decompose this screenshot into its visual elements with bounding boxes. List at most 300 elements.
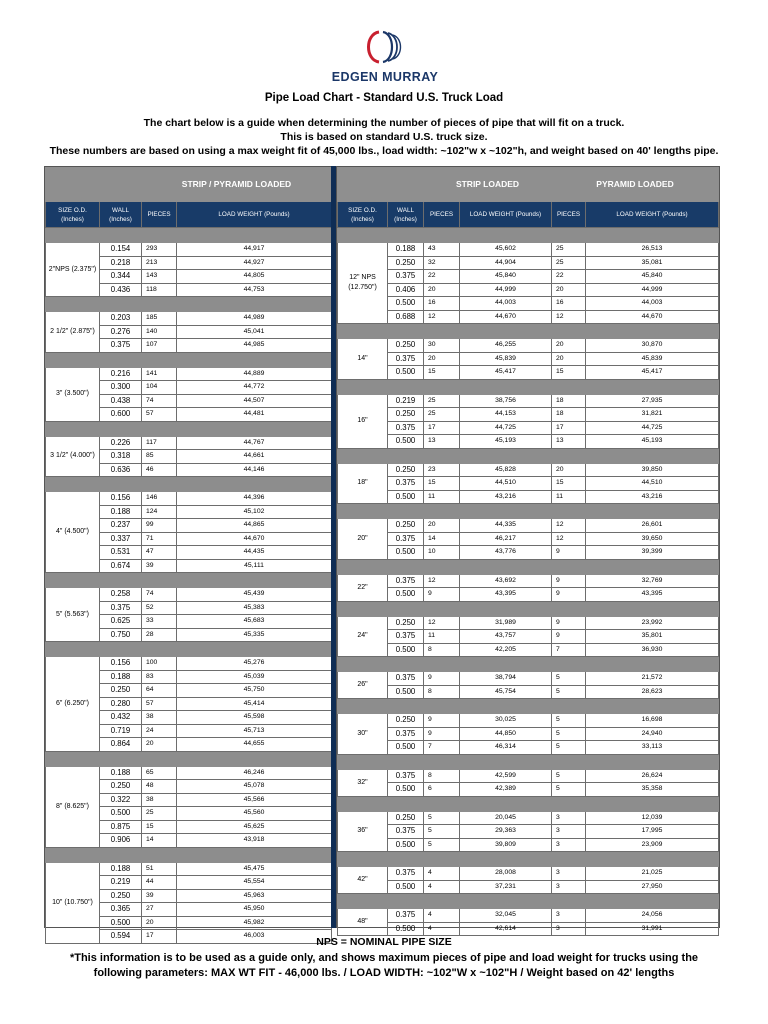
strip-load-weight-cell: 38,794 (460, 672, 552, 686)
strip-load-weight-cell: 44,335 (460, 519, 552, 533)
wall-cell: 0.864 (100, 738, 142, 752)
group-separator (46, 421, 332, 436)
pieces-cell: 185 (142, 312, 177, 326)
wall-cell: 0.375 (100, 339, 142, 353)
pieces-cell: 47 (142, 546, 177, 560)
group-separator (338, 754, 719, 769)
pyramid-pieces-cell: 9 (552, 588, 586, 602)
strip-pieces-cell: 4 (424, 922, 460, 936)
strip-pieces-cell: 12 (424, 310, 460, 324)
pieces-cell: 74 (142, 394, 177, 408)
wall-cell: 0.750 (100, 628, 142, 642)
group-separator (46, 573, 332, 588)
pyramid-load-weight-cell: 43,216 (586, 490, 719, 504)
pieces-cell: 65 (142, 766, 177, 780)
table-row (338, 490, 719, 504)
wall-cell: 0.375 (388, 867, 424, 881)
table-row (46, 588, 332, 602)
pyramid-pieces-cell: 16 (552, 297, 586, 311)
strip-pieces-cell: 20 (424, 283, 460, 297)
load-weight-cell: 45,566 (177, 793, 332, 807)
pyramid-pieces-cell: 9 (552, 574, 586, 588)
strip-load-weight-cell: 44,850 (460, 727, 552, 741)
table-row (338, 588, 719, 602)
strip-pieces-header: PIECES (424, 202, 460, 228)
wall-cell: 0.636 (100, 463, 142, 477)
pyramid-pieces-cell: 7 (552, 643, 586, 657)
wall-cell: 0.500 (388, 643, 424, 657)
wall-cell: 0.154 (100, 243, 142, 257)
strip-pieces-cell: 8 (424, 769, 460, 783)
right-load-table (336, 166, 720, 933)
wall-cell: 0.500 (388, 783, 424, 797)
table-row (338, 339, 719, 353)
pyramid-pieces-cell: 11 (552, 490, 586, 504)
load-weight-cell: 44,772 (177, 381, 332, 395)
left-load-table (44, 166, 333, 940)
load-weight-cell: 44,655 (177, 738, 332, 752)
wall-cell: 0.258 (100, 588, 142, 602)
pyramid-load-weight-cell: 45,840 (586, 270, 719, 284)
pipe-size-cell: 8" (8.625") (46, 766, 100, 847)
pyramid-pieces-cell: 5 (552, 714, 586, 728)
group-separator (46, 751, 332, 766)
load-weight-cell: 44,435 (177, 546, 332, 560)
pyramid-pieces-cell: 9 (552, 630, 586, 644)
pyramid-pieces-cell: 3 (552, 880, 586, 894)
strip-pieces-cell: 23 (424, 463, 460, 477)
wall-cell: 0.688 (388, 310, 424, 324)
wall-cell: 0.250 (388, 714, 424, 728)
wall-cell: 0.500 (388, 880, 424, 894)
wall-cell: 0.375 (388, 532, 424, 546)
pieces-cell: 293 (142, 243, 177, 257)
table-row (338, 909, 719, 923)
strip-load-weight-cell: 43,692 (460, 574, 552, 588)
strip-load-weight-cell: 45,839 (460, 352, 552, 366)
pieces-cell: 57 (142, 697, 177, 711)
strip-load-weight-cell: 30,025 (460, 714, 552, 728)
pieces-cell: 33 (142, 615, 177, 629)
load-weight-cell: 46,003 (177, 930, 332, 944)
wall-cell: 0.250 (100, 780, 142, 794)
table-row (338, 297, 719, 311)
load-weight-cell: 44,985 (177, 339, 332, 353)
wall-cell: 0.375 (388, 672, 424, 686)
pyramid-load-weight-cell: 17,995 (586, 825, 719, 839)
strip-pieces-cell: 14 (424, 532, 460, 546)
table-row (338, 630, 719, 644)
pipe-size-cell: 26" (338, 672, 388, 699)
wall-cell: 0.375 (388, 574, 424, 588)
strip-load-weight-cell: 31,989 (460, 616, 552, 630)
pyramid-load-weight-cell: 23,992 (586, 616, 719, 630)
pyramid-pieces-cell: 5 (552, 769, 586, 783)
wall-cell: 0.375 (388, 477, 424, 491)
wall-cell: 0.156 (100, 492, 142, 506)
table-row (338, 270, 719, 284)
pyramid-pieces-cell: 20 (552, 283, 586, 297)
table-row (338, 838, 719, 852)
pipe-size-cell: 3" (3.500") (46, 367, 100, 421)
logo-arcs-icon (359, 28, 411, 66)
wall-cell: 0.188 (388, 243, 424, 257)
pieces-cell: 85 (142, 450, 177, 464)
wall-cell: 0.218 (100, 256, 142, 270)
pieces-cell: 100 (142, 657, 177, 671)
load-weight-cell: 45,041 (177, 325, 332, 339)
wall-cell: 0.438 (100, 394, 142, 408)
strip-pieces-cell: 17 (424, 421, 460, 435)
table-row (338, 811, 719, 825)
load-weight-cell: 45,713 (177, 724, 332, 738)
strip-load-weight-cell: 42,614 (460, 922, 552, 936)
pieces-cell: 14 (142, 834, 177, 848)
pieces-cell: 213 (142, 256, 177, 270)
strip-pieces-cell: 9 (424, 588, 460, 602)
pyramid-pieces-cell: 12 (552, 310, 586, 324)
pipe-size-cell: 42" (338, 867, 388, 894)
load-weight-cell: 45,039 (177, 670, 332, 684)
strip-load-weight-cell: 45,602 (460, 243, 552, 257)
strip-pieces-cell: 25 (424, 408, 460, 422)
load-weight-cell: 44,865 (177, 519, 332, 533)
strip-pieces-cell: 9 (424, 672, 460, 686)
table-row (46, 766, 332, 780)
wall-cell: 0.250 (388, 256, 424, 270)
table-row (338, 741, 719, 755)
wall-cell: 0.531 (100, 546, 142, 560)
load-weight-cell: 45,383 (177, 601, 332, 615)
wall-cell: 0.375 (388, 352, 424, 366)
load-weight-cell: 46,246 (177, 766, 332, 780)
pieces-cell: 146 (142, 492, 177, 506)
strip-pieces-cell: 6 (424, 783, 460, 797)
strip-load-weight-cell: 44,725 (460, 421, 552, 435)
wall-cell: 0.250 (388, 463, 424, 477)
wall-cell: 0.365 (100, 903, 142, 917)
wall-cell: 0.375 (388, 421, 424, 435)
load-weight-cell: 44,146 (177, 463, 332, 477)
wall-cell: 0.500 (388, 741, 424, 755)
pipe-size-cell: 4" (4.500") (46, 492, 100, 573)
pieces-cell: 15 (142, 820, 177, 834)
group-separator (46, 847, 332, 862)
wall-cell: 0.500 (388, 297, 424, 311)
footer-note-line-2: following parameters: MAX WT FIT - 46,000 lbs. / LOAD WIDTH: ~102"W x ~102"H / Weight based on 42' lengths (93, 967, 675, 979)
pyramid-load-weight-cell: 16,698 (586, 714, 719, 728)
wall-cell: 0.375 (388, 909, 424, 923)
wall-cell: 0.432 (100, 711, 142, 725)
pyramid-pieces-cell: 3 (552, 838, 586, 852)
strip-loaded-header: STRIP LOADED (424, 168, 552, 202)
pipe-size-cell: 48" (338, 909, 388, 936)
pieces-cell: 20 (142, 916, 177, 930)
pieces-cell: 57 (142, 408, 177, 422)
pipe-size-cell: 14" (338, 339, 388, 380)
group-separator (338, 894, 719, 909)
table-row (338, 421, 719, 435)
strip-load-weight-cell: 46,255 (460, 339, 552, 353)
load-weight-cell: 44,661 (177, 450, 332, 464)
strip-load-weight-cell: 44,999 (460, 283, 552, 297)
strip-load-weight-cell: 32,045 (460, 909, 552, 923)
pyramid-pieces-cell: 20 (552, 352, 586, 366)
strip-load-weight-cell: 45,754 (460, 685, 552, 699)
strip-pieces-cell: 16 (424, 297, 460, 311)
pieces-cell: 25 (142, 807, 177, 821)
pyramid-load-weight-cell: 12,039 (586, 811, 719, 825)
wall-cell: 0.237 (100, 519, 142, 533)
pipe-size-cell: 2"NPS (2.375") (46, 243, 100, 297)
pyramid-pieces-cell: 15 (552, 366, 586, 380)
wall-cell: 0.906 (100, 834, 142, 848)
table-row (338, 783, 719, 797)
pyramid-load-weight-cell: 21,572 (586, 672, 719, 686)
wall-cell: 0.719 (100, 724, 142, 738)
strip-load-weight-cell: 46,314 (460, 741, 552, 755)
group-separator (338, 324, 719, 339)
strip-load-weight-cell: 28,008 (460, 867, 552, 881)
strip-load-weight-cell: 44,904 (460, 256, 552, 270)
table-row (338, 532, 719, 546)
pyramid-pieces-cell: 12 (552, 519, 586, 533)
nps-definition: NPS = NOMINAL PIPE SIZE (316, 936, 452, 948)
table-row (338, 243, 719, 257)
load-weight-cell: 45,111 (177, 559, 332, 573)
strip-load-weight-cell: 43,757 (460, 630, 552, 644)
pyramid-load-weight-cell: 26,601 (586, 519, 719, 533)
pyramid-pieces-cell: 3 (552, 922, 586, 936)
strip-pieces-cell: 32 (424, 256, 460, 270)
pipe-size-cell: 5" (5.563") (46, 588, 100, 642)
table-row (338, 867, 719, 881)
table-row (338, 685, 719, 699)
pyramid-pieces-header: PIECES (552, 202, 586, 228)
load-weight-cell: 44,917 (177, 243, 332, 257)
load-weight-cell: 45,335 (177, 628, 332, 642)
footer-note-line-1: *This information is to be used as a guide only, and shows maximum pieces of pipe and load weight for trucks using the (69, 952, 699, 964)
pyramid-pieces-cell: 3 (552, 811, 586, 825)
load-weight-cell: 45,560 (177, 807, 332, 821)
intro-line-2: This is based on standard U.S. truck size. (280, 131, 488, 143)
wall-cell: 0.188 (100, 670, 142, 684)
strip-pieces-cell: 10 (424, 546, 460, 560)
strip-load-weight-cell: 38,756 (460, 394, 552, 408)
pipe-size-cell: 2 1/2" (2.875") (46, 312, 100, 353)
strip-pieces-cell: 5 (424, 811, 460, 825)
pyramid-load-weight-cell: 44,510 (586, 477, 719, 491)
strip-pieces-cell: 9 (424, 714, 460, 728)
wall-cell: 0.375 (388, 769, 424, 783)
pyramid-pieces-cell: 5 (552, 685, 586, 699)
table-row (338, 880, 719, 894)
pieces-cell: 74 (142, 588, 177, 602)
group-separator (46, 477, 332, 492)
group-separator (338, 796, 719, 811)
strip-pieces-cell: 15 (424, 477, 460, 491)
load-weight-cell: 45,554 (177, 876, 332, 890)
pipe-size-cell: 10" (10.750") (46, 862, 100, 943)
table-row (338, 922, 719, 936)
pyramid-pieces-cell: 9 (552, 616, 586, 630)
pyramid-load-weight-cell: 35,801 (586, 630, 719, 644)
strip-pieces-cell: 11 (424, 630, 460, 644)
strip-load-weight-cell: 45,193 (460, 435, 552, 449)
pieces-cell: 20 (142, 738, 177, 752)
wall-cell: 0.226 (100, 436, 142, 450)
intro-line-1: The chart below is a guide when determining the number of pieces of pipe that will fit on a truck. (143, 117, 625, 129)
wall-cell: 0.500 (388, 838, 424, 852)
size-header: SIZE O.D. (Inches) (46, 202, 100, 228)
footer-note (0, 951, 768, 981)
strip-load-weight-cell: 44,670 (460, 310, 552, 324)
pyramid-pieces-cell: 18 (552, 408, 586, 422)
strip-pieces-cell: 4 (424, 880, 460, 894)
strip-load-weight-cell: 42,205 (460, 643, 552, 657)
pieces-cell: 24 (142, 724, 177, 738)
pyramid-pieces-cell: 5 (552, 727, 586, 741)
wall-cell: 0.276 (100, 325, 142, 339)
table-row (338, 477, 719, 491)
pyramid-load-weight-cell: 26,513 (586, 243, 719, 257)
pipe-size-cell: 18" (338, 463, 388, 504)
pipe-size-cell: 22" (338, 574, 388, 601)
strip-load-weight-cell: 44,003 (460, 297, 552, 311)
load-weight-cell: 44,927 (177, 256, 332, 270)
strip-load-weight-cell: 44,510 (460, 477, 552, 491)
pieces-cell: 140 (142, 325, 177, 339)
group-separator (338, 379, 719, 394)
wall-cell: 0.156 (100, 657, 142, 671)
pipe-size-cell: 36" (338, 811, 388, 852)
group-separator (338, 504, 719, 519)
pyramid-load-weight-cell: 33,113 (586, 741, 719, 755)
load-weight-cell: 44,481 (177, 408, 332, 422)
wall-cell: 0.875 (100, 820, 142, 834)
wall-cell: 0.406 (388, 283, 424, 297)
pieces-cell: 39 (142, 559, 177, 573)
wall-cell: 0.250 (100, 889, 142, 903)
pieces-cell: 44 (142, 876, 177, 890)
wall-cell: 0.375 (388, 630, 424, 644)
pieces-cell: 104 (142, 381, 177, 395)
strip-load-weight-cell: 43,395 (460, 588, 552, 602)
strip-load-weight-cell: 29,363 (460, 825, 552, 839)
wall-cell: 0.322 (100, 793, 142, 807)
wall-cell: 0.250 (388, 408, 424, 422)
load-weight-cell: 45,102 (177, 505, 332, 519)
pieces-cell: 64 (142, 684, 177, 698)
pieces-cell: 124 (142, 505, 177, 519)
wall-cell: 0.674 (100, 559, 142, 573)
footer (0, 936, 768, 981)
wall-cell: 0.250 (388, 339, 424, 353)
right-header-spacer (338, 168, 424, 202)
wall-cell: 0.375 (100, 601, 142, 615)
load-weight-cell: 45,439 (177, 588, 332, 602)
pieces-cell: 118 (142, 283, 177, 297)
wall-cell: 0.500 (388, 685, 424, 699)
pieces-cell: 46 (142, 463, 177, 477)
load-weight-cell: 45,078 (177, 780, 332, 794)
table-row (46, 367, 332, 381)
table-row (338, 727, 719, 741)
table-row (338, 366, 719, 380)
table-row (338, 546, 719, 560)
table-row (338, 408, 719, 422)
load-weight-cell: 45,683 (177, 615, 332, 629)
group-separator (338, 657, 719, 672)
group-separator (338, 699, 719, 714)
strip-pieces-cell: 12 (424, 574, 460, 588)
wall-cell: 0.500 (388, 366, 424, 380)
size-header: SIZE O.D. (Inches) (338, 202, 388, 228)
strip-pieces-cell: 5 (424, 838, 460, 852)
pyramid-load-weight-cell: 26,624 (586, 769, 719, 783)
left-header-spacer (46, 168, 142, 202)
pyramid-pieces-cell: 5 (552, 741, 586, 755)
group-separator (338, 228, 719, 243)
pyramid-pieces-cell: 18 (552, 394, 586, 408)
strip-pieces-cell: 22 (424, 270, 460, 284)
strip-pieces-cell: 20 (424, 519, 460, 533)
strip-pieces-cell: 12 (424, 616, 460, 630)
pieces-cell: 17 (142, 930, 177, 944)
pyramid-load-weight-cell: 45,839 (586, 352, 719, 366)
group-separator (338, 559, 719, 574)
pyramid-load-weight-cell: 36,930 (586, 643, 719, 657)
strip-load-weight-cell: 42,389 (460, 783, 552, 797)
strip-load-weight-header: LOAD WEIGHT (Pounds) (460, 202, 552, 228)
wall-cell: 0.203 (100, 312, 142, 326)
pyramid-load-weight-cell: 45,193 (586, 435, 719, 449)
pyramid-pieces-cell: 3 (552, 867, 586, 881)
wall-cell: 0.500 (388, 588, 424, 602)
wall-cell: 0.344 (100, 270, 142, 284)
pyramid-pieces-cell: 3 (552, 909, 586, 923)
wall-cell: 0.600 (100, 408, 142, 422)
wall-cell: 0.375 (388, 270, 424, 284)
pyramid-pieces-cell: 12 (552, 532, 586, 546)
strip-pieces-cell: 15 (424, 366, 460, 380)
pyramid-pieces-cell: 9 (552, 546, 586, 560)
table-row (46, 243, 332, 257)
strip-pieces-cell: 5 (424, 825, 460, 839)
strip-load-weight-cell: 42,599 (460, 769, 552, 783)
pyramid-load-weight-cell: 24,940 (586, 727, 719, 741)
pyramid-load-weight-cell: 44,725 (586, 421, 719, 435)
table-row (46, 312, 332, 326)
load-weight-cell: 45,750 (177, 684, 332, 698)
wall-header: WALL (Inches) (100, 202, 142, 228)
pieces-cell: 117 (142, 436, 177, 450)
table-row (46, 492, 332, 506)
group-separator (46, 352, 332, 367)
wall-cell: 0.250 (388, 519, 424, 533)
wall-header: WALL (Inches) (388, 202, 424, 228)
strip-pieces-cell: 13 (424, 435, 460, 449)
load-weight-cell: 44,507 (177, 394, 332, 408)
load-weight-cell: 45,982 (177, 916, 332, 930)
table-row (338, 574, 719, 588)
strip-pieces-cell: 7 (424, 741, 460, 755)
load-weight-cell: 45,475 (177, 862, 332, 876)
strip-load-weight-cell: 45,417 (460, 366, 552, 380)
wall-cell: 0.250 (100, 684, 142, 698)
strip-pieces-cell: 30 (424, 339, 460, 353)
wall-cell: 0.500 (388, 546, 424, 560)
